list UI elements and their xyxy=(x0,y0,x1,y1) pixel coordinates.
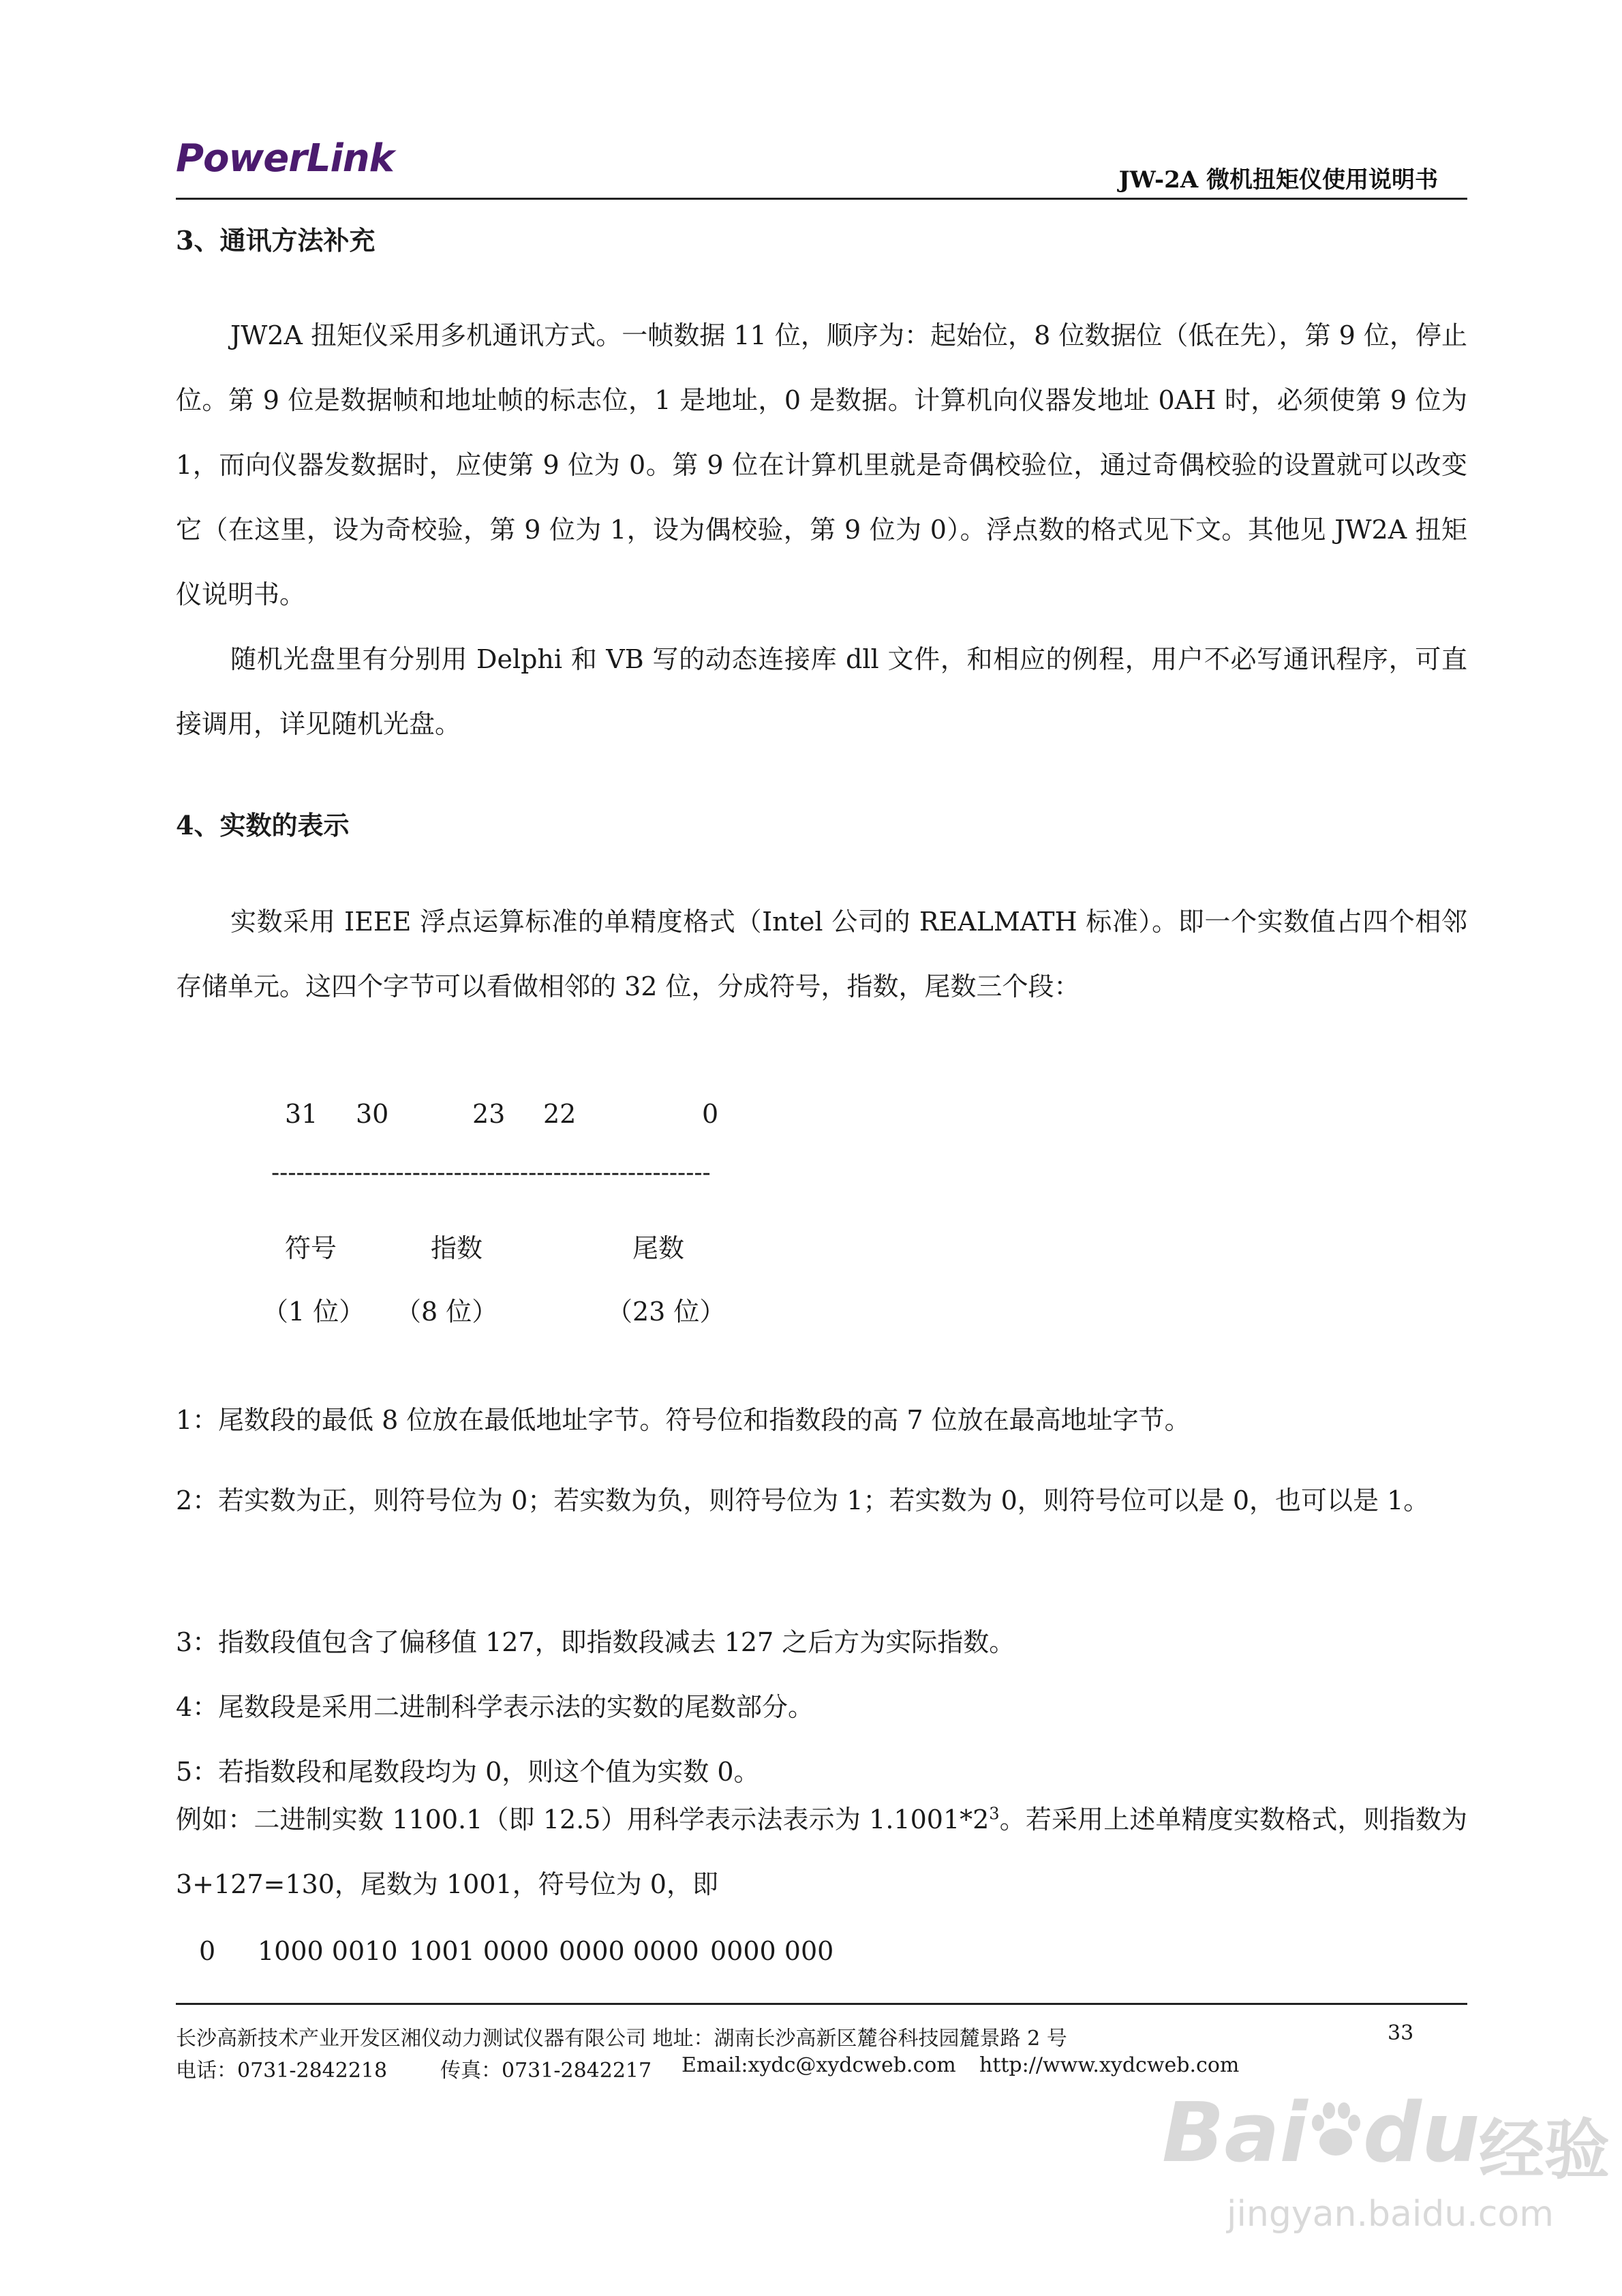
example-exponent: 3 xyxy=(989,1804,1000,1824)
binary-byte-1: 1000 0010 xyxy=(258,1936,398,1966)
section-3-heading: 3、通讯方法补充 xyxy=(176,225,376,256)
footer-phone: 电话：0731-2842218 xyxy=(176,2059,388,2083)
footer-website: http://www.xydcweb.com xyxy=(979,2053,1240,2077)
section-4-paragraph-1 xyxy=(176,890,1467,1019)
bit-label-31: 31 xyxy=(285,1099,318,1129)
list-item xyxy=(176,1403,1467,1437)
list-item-number: 1： xyxy=(176,1405,219,1435)
field-sign-bits: （1 位） xyxy=(262,1297,365,1327)
powerlink-logo: PowerLink xyxy=(176,136,394,181)
binary-byte-4: 0000 000 xyxy=(710,1936,834,1966)
header-rule xyxy=(176,198,1467,200)
list-item-text: 若指数段和尾数段均为 0，则这个值为实数 0。 xyxy=(218,1757,760,1787)
comm-paragraph: JW2A 扭矩仪采用多机通讯方式。一帧数据 11 位，顺序为：起始位，8 位数据位（低在先），第 9 位，停止位。第 9 位是数据帧和地址帧的标志位，1 是地址，0 是数据。计算机向仪器发地址 0AH 时，必须使第 9 位为 1，而向仪器发数据时，应使第 9 位为 0。第 9 位在计算机里就是奇偶校验位，通过奇偶校验的设置就可以改变它（在这里，设为奇校验，第 9 位为 1，设为偶校验，第 9 位为 0）。浮点数的格式见下文。其他见 JW2A 扭矩仪说明书。 xyxy=(176,320,1467,609)
list-item-text: 若实数为正，则符号位为 0；若实数为负，则符号位为 1；若实数为 0，则符号位可以是 0，也可以是 1。 xyxy=(218,1485,1430,1515)
paw-icon xyxy=(1309,2100,1363,2161)
list-item xyxy=(176,1755,1467,1789)
watermark-product: 经验 xyxy=(1479,2112,1610,2188)
section-4-heading: 4、实数的表示 xyxy=(176,810,350,841)
field-mantissa-bits: （23 位） xyxy=(607,1297,726,1327)
footer-rule xyxy=(176,2003,1467,2005)
section-3-paragraph-1 xyxy=(176,303,1467,757)
cd-paragraph: 随机光盘里有分别用 Delphi 和 VB 写的动态连接库 dll 文件，和相应的例程，用户不必写通讯程序，可直接调用，详见随机光盘。 xyxy=(176,644,1467,739)
ieee-paragraph: 实数采用 IEEE 浮点运算标准的单精度格式（Intel 公司的 REALMATH 标准）。即一个实数值占四个相邻存储单元。这四个字节可以看做相邻的 32 位，分成符号，指数，尾数三个段： xyxy=(176,907,1467,1001)
footer-company-address: 长沙高新技术产业开发区湘仪动力测试仪器有限公司 地址：湖南长沙高新区麓谷科技园麓景路 2 号 xyxy=(176,2027,1067,2051)
field-exponent-name: 指数 xyxy=(431,1233,483,1263)
document-title: JW-2A 微机扭矩仪使用说明书 xyxy=(1118,166,1438,194)
field-mantissa-name: 尾数 xyxy=(632,1233,685,1263)
watermark-brand: Bai xyxy=(1162,2086,1308,2181)
list-item xyxy=(176,1625,1467,1659)
bit-label-30: 30 xyxy=(356,1099,389,1129)
binary-byte-2: 1001 0000 xyxy=(409,1936,549,1966)
example-prefix: 例如：二进制实数 1100.1（即 12.5）用科学表示法表示为 1.1001*2 xyxy=(176,1804,990,1834)
bit-label-0: 0 xyxy=(702,1099,719,1129)
list-item-number: 3： xyxy=(176,1627,219,1657)
list-item-text: 尾数段的最低 8 位放在最低地址字节。符号位和指数段的高 7 位放在最高地址字节。 xyxy=(218,1405,1191,1435)
bit-label-22: 22 xyxy=(543,1099,577,1129)
footer-email: Email:xydc@xydcweb.com xyxy=(682,2053,956,2077)
field-exponent-bits: （8 位） xyxy=(395,1297,498,1327)
list-item xyxy=(176,1468,1467,1533)
watermark-url: jingyan.baidu.com xyxy=(1227,2194,1554,2235)
list-item-text: 尾数段是采用二进制科学表示法的实数的尾数部分。 xyxy=(218,1692,814,1722)
page-number: 33 xyxy=(1388,2021,1414,2045)
example-suffix: 。若采用上述单精度实数格式，则指数为 3+127=130，尾数为 1001，符号位为 0，即 xyxy=(176,1804,1467,1899)
footer-fax: 传真：0731-2842217 xyxy=(440,2059,652,2083)
watermark-brand-2: du xyxy=(1363,2086,1480,2181)
example-paragraph xyxy=(176,1787,1467,1917)
list-item-text: 指数段值包含了偏移值 127，即指数段减去 127 之后方为实际指数。 xyxy=(218,1627,1015,1657)
field-sign-name: 符号 xyxy=(285,1233,337,1263)
list-item-number: 4： xyxy=(176,1692,219,1722)
binary-sign: 0 xyxy=(199,1936,216,1966)
list-item xyxy=(176,1690,1467,1724)
binary-byte-3: 0000 0000 xyxy=(559,1936,699,1966)
list-item-number: 5： xyxy=(176,1757,219,1787)
bit-separator-line: ----------------------------------------------------- xyxy=(271,1159,711,1187)
bit-label-23: 23 xyxy=(472,1099,506,1129)
list-item-number: 2： xyxy=(176,1485,219,1515)
